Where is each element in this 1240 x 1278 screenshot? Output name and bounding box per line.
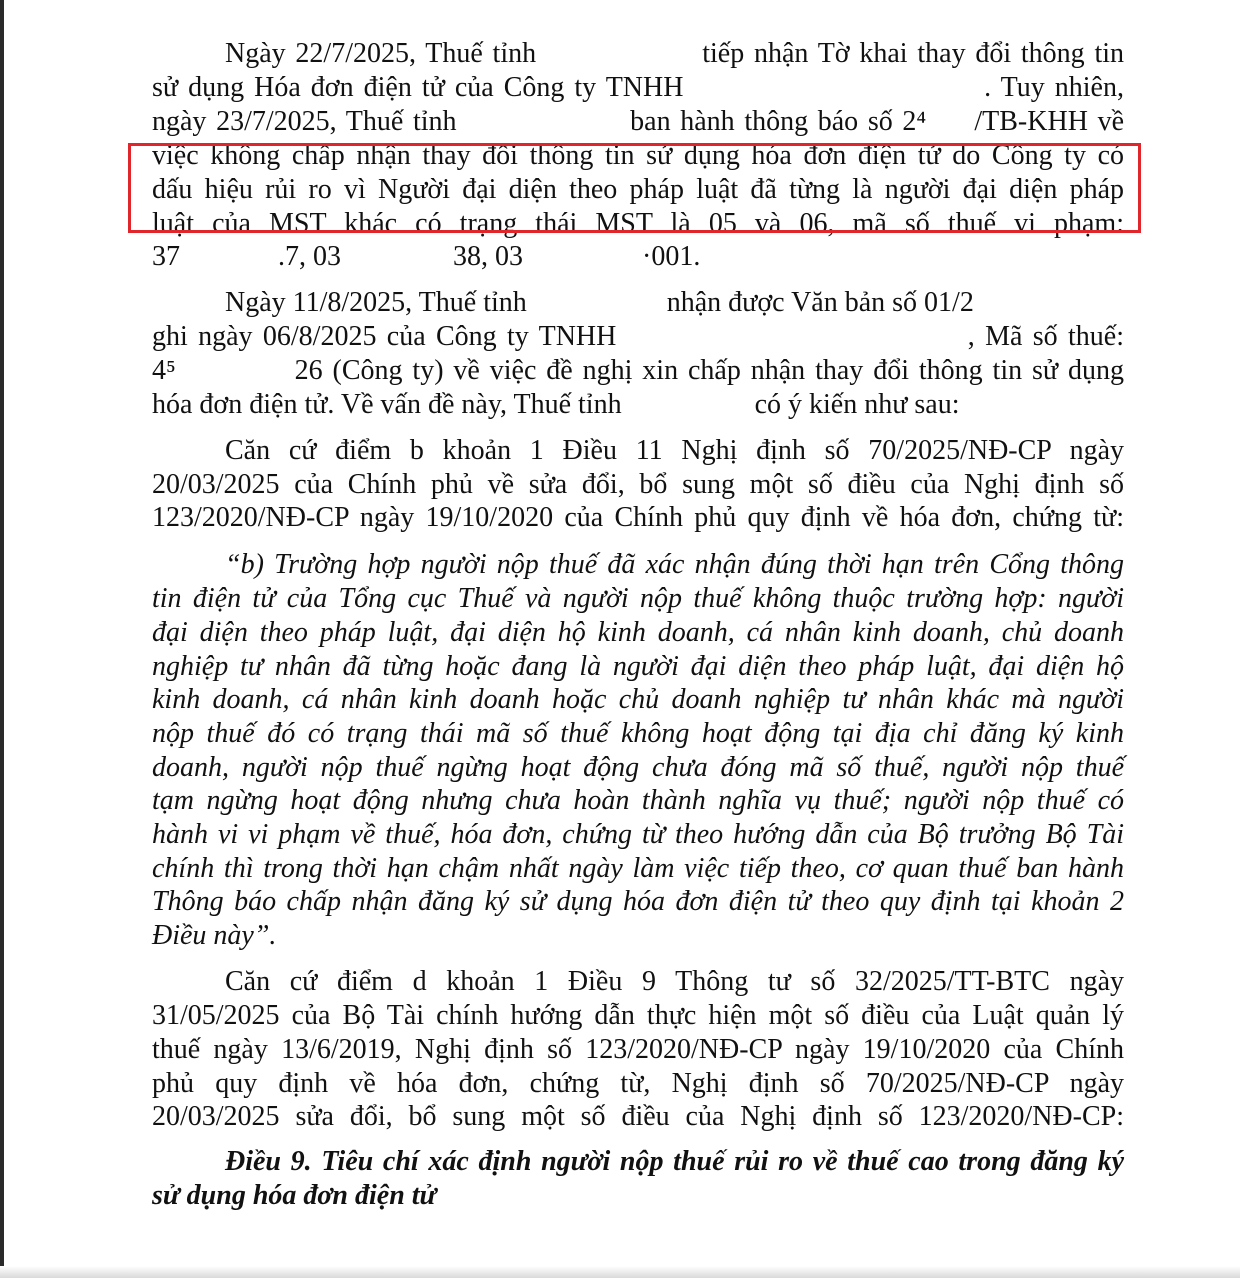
text-line: việc không chấp nhận thay đổi thông tin sử dụng hóa đơn điện tử do Công ty có — [152, 140, 1124, 171]
highlight-box — [128, 143, 1141, 233]
text-line: thuế ngày 13/6/2019, Nghị định số 123/2020/NĐ-CP ngày 19/10/2020 của Chính — [152, 1034, 1124, 1065]
quote-line: nộp thuế đó có trạng thái mã số thuế không hoạt động tại địa chỉ đăng ký kinh — [152, 718, 1124, 749]
quote-line: đại diện theo pháp luật, đại diện hộ kinh doanh, cá nhân kinh doanh, chủ doanh — [152, 617, 1124, 648]
text-line: phủ quy định về hóa đơn, chứng từ, Nghị định số 70/2025/NĐ-CP ngày — [152, 1068, 1124, 1099]
text-line: 123/2020/NĐ-CP ngày 19/10/2020 của Chính phủ quy định về hóa đơn, chứng từ: — [152, 502, 1124, 533]
article-heading-line: sử dụng hóa đơn điện tử — [152, 1180, 437, 1211]
text-line: 37 .7, 03 38, 03 ·001. — [152, 241, 701, 272]
text-line: Ngày 22/7/2025, Thuế tỉnh tiếp nhận Tờ khai thay đổi thông tin — [225, 38, 1124, 69]
quote-line: doanh, người nộp thuế ngừng hoạt động chưa đóng mã số thuế, người nộp thuế — [152, 752, 1124, 783]
quote-line: Thông báo chấp nhận đăng ký sử dụng hóa đơn điện tử theo quy định tại khoản 2 — [152, 886, 1124, 917]
scan-left-edge — [0, 0, 4, 1278]
text-line: dấu hiệu rủi ro vì Người đại diện theo pháp luật đã từng là người đại diện pháp — [152, 174, 1124, 205]
text-line: ngày 23/7/2025, Thuế tỉnh ban hành thông báo số 2⁴ /TB-KHH về — [152, 106, 1124, 137]
quote-line: “b) Trường hợp người nộp thuế đã xác nhận đúng thời hạn trên Cổng thông — [225, 549, 1124, 580]
text-line: ghi ngày 06/8/2025 của Công ty TNHH , Mã số thuế: — [152, 321, 1124, 352]
quote-line: nghiệp tư nhân đã từng hoặc đang là người đại diện theo pháp luật, đại diện hộ — [152, 651, 1124, 682]
text-line: luật của MST khác có trạng thái MST là 05 và 06, mã số thuế vi phạm: — [152, 208, 1124, 239]
scan-bottom-shadow — [0, 1266, 1240, 1278]
quote-line: hành vi vi phạm về thuế, hóa đơn, chứng từ theo hướng dẫn của Bộ trưởng Bộ Tài — [152, 819, 1124, 850]
text-line: 4⁵ 26 (Công ty) về việc đề nghị xin chấp nhận thay đổi thông tin sử dụng — [152, 355, 1124, 386]
quote-line: Điều này”. — [152, 920, 277, 951]
text-line: sử dụng Hóa đơn điện tử của Công ty TNHH . Tuy nhiên, — [152, 72, 1124, 103]
text-line: hóa đơn điện tử. Về vấn đề này, Thuế tỉnh có ý kiến như sau: — [152, 389, 960, 420]
text-line: Ngày 11/8/2025, Thuế tỉnh nhận được Văn bản số 01/2 — [225, 287, 974, 318]
quote-line: chính thì trong thời hạn chậm nhất ngày làm việc tiếp theo, cơ quan thuế ban hành — [152, 853, 1124, 884]
text-line: Căn cứ điểm b khoản 1 Điều 11 Nghị định số 70/2025/NĐ-CP ngày — [225, 435, 1124, 466]
text-line: 20/03/2025 của Chính phủ về sửa đổi, bổ sung một số điều của Nghị định số — [152, 469, 1124, 500]
text-line: 31/05/2025 của Bộ Tài chính hướng dẫn thực hiện một số điều của Luật quản lý — [152, 1000, 1124, 1031]
text-line: Căn cứ điểm d khoản 1 Điều 9 Thông tư số 32/2025/TT-BTC ngày — [225, 966, 1124, 997]
quote-line: tạm ngừng hoạt động nhưng chưa hoàn thành nghĩa vụ thuế; người nộp thuế có — [152, 785, 1124, 816]
text-line: 20/03/2025 sửa đổi, bổ sung một số điều của Nghị định số 123/2020/NĐ-CP: — [152, 1101, 1124, 1132]
quote-line: kinh doanh, cá nhân kinh doanh hoặc chủ doanh nghiệp tư nhân khác mà người — [152, 684, 1124, 715]
quote-line: tin điện tử của Tổng cục Thuế và người nộp thuế không thuộc trường hợp: người — [152, 583, 1124, 614]
article-heading-line: Điều 9. Tiêu chí xác định người nộp thuế rủi ro về thuế cao trong đăng ký — [225, 1146, 1124, 1177]
